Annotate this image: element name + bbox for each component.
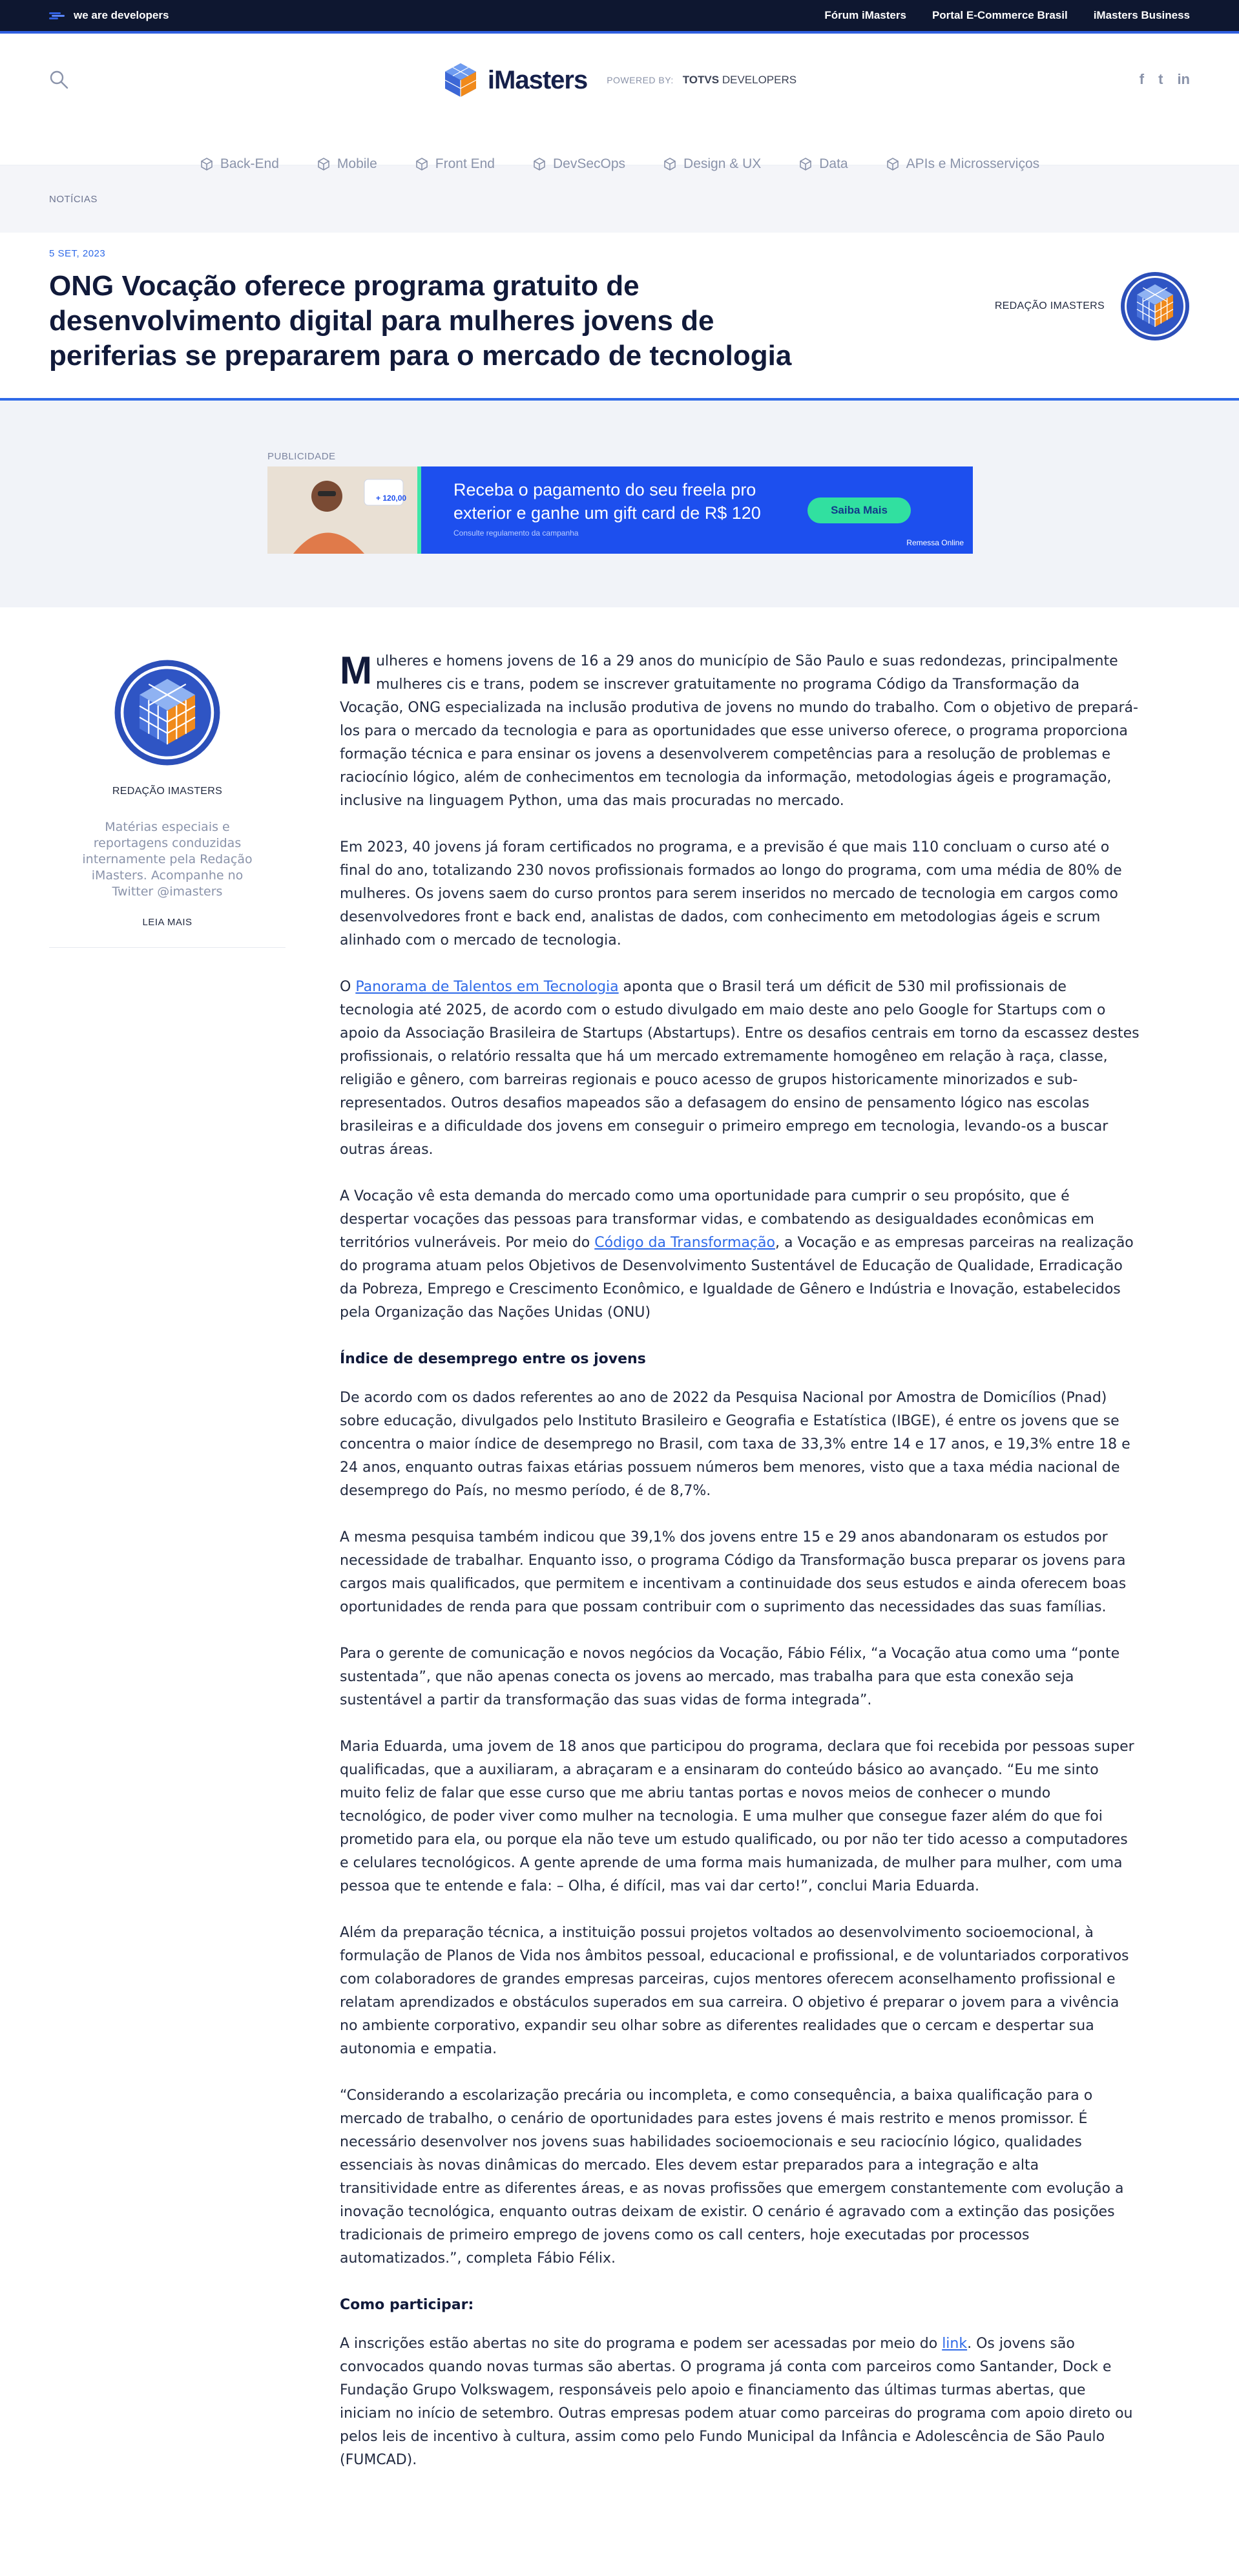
article-header xyxy=(0,233,1239,401)
nav-label: Mobile xyxy=(337,156,377,171)
p11-pre: A inscrições estão abertas no site do programa e podem ser acessadas por meio do xyxy=(340,2336,942,2352)
drop-cap: M xyxy=(340,649,372,692)
sidebar-author-bio: Matérias especiais e reportagens conduzidas internamente pela Redação iMasters. Acompanhe no Twitter @imasters xyxy=(82,820,253,899)
author-avatar xyxy=(1120,271,1190,341)
cube-icon xyxy=(663,157,677,171)
brand-bars-icon xyxy=(49,12,67,19)
top-links xyxy=(824,9,1190,22)
partner-rest: DEVELOPERS xyxy=(719,74,797,86)
nav-item-mobile[interactable] xyxy=(317,156,377,172)
cube-icon xyxy=(886,157,900,171)
brand-link[interactable] xyxy=(49,9,169,22)
powered-by-label: POWERED BY: xyxy=(607,75,674,85)
partner-logo[interactable] xyxy=(683,74,796,87)
page-title: ONG Vocação oferece programa gratuito de desenvolvimento digital para mulheres jovens de periferias se prepararem para o mercado de tecnologia xyxy=(49,270,792,372)
nav-item-apis[interactable] xyxy=(886,156,1040,172)
author-name: REDAÇÃO IMASTERS xyxy=(994,300,1105,311)
nav-label: Design & UX xyxy=(683,156,762,171)
author-badge[interactable] xyxy=(995,271,1190,341)
imasters-cube-icon xyxy=(443,62,479,98)
social-links xyxy=(1140,71,1190,88)
publish-date: 5 SET, 2023 xyxy=(49,248,106,259)
nav-label: DevSecOps xyxy=(552,156,626,171)
ad-cta-button[interactable]: Saiba Mais xyxy=(807,497,911,523)
author-sidebar xyxy=(49,659,286,948)
p4-post: , a Vocação e as empresas parceiras na realização do programa atuam pelos Objetivos de Desenvolvimento Sustentável de Educação de Qualidade, Erradicação da Pobreza, Emprego e Crescimento Econômico, e Igualdade de Gênero e Indústria e Inovação, estabelecidos pela Organização das Nações Unidas (ONU) xyxy=(340,1235,1134,1321)
ad-brand: Remessa Online xyxy=(906,538,964,547)
section-heading-como-participar: Como participar: xyxy=(340,2297,474,2313)
facebook-icon[interactable]: f xyxy=(1139,71,1145,87)
twitter-icon[interactable]: t xyxy=(1158,71,1163,87)
ad-photo xyxy=(267,466,417,554)
business-link[interactable]: iMasters Business xyxy=(1093,9,1190,21)
sidebar-divider xyxy=(49,947,286,948)
ad-line-1: Receba o pagamento do seu freela pro xyxy=(453,480,756,499)
ad-section xyxy=(0,401,1239,607)
paragraph-9: Além da preparação técnica, a instituição possui projetos voltados ao desenvolvimento socioemocional, à formulação de Planos de Vida nos âmbitos pessoal, educacional e profissional, e de voluntariados corporativos com colaboradores de grandes empresas parceiras, cujos mentores oferecem aconselhamento profissional e relatam aprendizados e obstáculos superados em sua carreira. O objetivo é preparar o jovem para a vivência no ambiente corporativo, expandir seu olhar sobre as diferentes realidades que o cercam e despertar sua autonomia e empatia. xyxy=(340,1925,1129,2057)
site-header xyxy=(0,34,1239,171)
nav-item-back-end[interactable] xyxy=(200,156,279,172)
sidebar-author-avatar[interactable] xyxy=(114,659,221,766)
ecommerce-link[interactable]: Portal E-Commerce Brasil xyxy=(932,9,1068,21)
paragraph-1-text: ulheres e homens jovens de 16 a 29 anos do município de São Paulo e suas redondezas, principalmente mulheres cis e trans, podem se inscrever gratuitamente no programa Código da Transformação da Vocação, ONG especializada na inclusão produtiva de jovens no mundo do trabalho. Com o objetivo de prepará-los para o mercado da tecnologia e para as oportunidades que esse universo oferece, o programa proporciona formação técnica e para ensinar os jovens a desenvolverem competências para a resolução de problemas e raciocínio lógico, além de conhecimentos em tecnologia da informação, metodologias ágeis e programação, inclusive na linguagem Python, uma das mais procuradas no mercado. xyxy=(340,653,1138,809)
ad-price-tag: + 120,00 xyxy=(376,494,407,503)
p11-post: . Os jovens são convocados quando novas turmas são abertas. O programa já conta com parceiros como Santander, Dock e Fundação Grupo Volkswagem, responsáveis pelo apoio e financiamento das últimas turmas abertas, que iniciam no início de setembro. Outras empresas podem atuar como parceiras do programa com apoio direto ou pelos leis de incentivo à cultura, assim como pelo Fundo Municipal da Infância e Adolescência de São Paulo (FUMCAD). xyxy=(340,2336,1133,2468)
paragraph-11 xyxy=(340,2332,1141,2472)
ad-banner[interactable] xyxy=(267,466,973,554)
linkedin-icon[interactable]: in xyxy=(1177,71,1190,87)
paragraph-6: A mesma pesquisa também indicou que 39,1% dos jovens entre 15 e 29 anos abandonaram os estudos por necessidade de trabalhar. Enquanto isso, o programa Código da Transformação busca preparar os jovens para cargos mais qualificados, que permitem e incentivam a continuidade dos seus estudos e ainda oferecem boas oportunidades de renda para que possam contribuir com o suprimento das necessidades das suas famílias. xyxy=(340,1529,1127,1615)
paragraph-3 xyxy=(340,976,1141,1162)
top-bar xyxy=(0,0,1239,34)
ad-fineprint: Consulte regulamento da campanha xyxy=(453,529,579,538)
nav-label: APIs e Microsserviços xyxy=(906,156,1040,171)
cube-icon xyxy=(532,157,547,171)
breadcrumb xyxy=(0,165,1239,233)
nav-label: Back-End xyxy=(220,156,279,171)
paragraph-2: Em 2023, 40 jovens já foram certificados no programa, e a previsão é que mais 110 concluam o curso até o final do ano, totalizando 230 novos profissionais formados ao longo do programa, com uma média de 80% de mulheres. Os jovens saem do curso prontos para serem inseridos no mercado de tecnologia em cargos como desenvolvedores front e back end, analistas de dados, com conhecimento em metodologias ágeis e scrum alinhado com o mercado de tecnologia. xyxy=(340,839,1122,948)
breadcrumb-noticias[interactable]: NOTÍCIAS xyxy=(49,193,98,205)
paragraph-4 xyxy=(340,1185,1141,1325)
category-nav xyxy=(0,156,1239,172)
main-content xyxy=(0,607,1239,2529)
brand-text: we are developers xyxy=(74,9,169,21)
panorama-talentos-link[interactable]: Panorama de Talentos em Tecnologia xyxy=(355,979,619,995)
read-more-link[interactable]: LEIA MAIS xyxy=(142,917,193,928)
nav-item-front-end[interactable] xyxy=(415,156,495,172)
nav-item-devsecops[interactable] xyxy=(532,156,625,172)
paragraph-8: Maria Eduarda, uma jovem de 18 anos que participou do programa, declara que foi recebida por pessoas super qualificadas, que a auxiliaram, a abraçaram e a ensinaram do conteúdo básico ao avançado. “Eu me sinto muito feliz de falar que esse curso que me abriu tantas portas e novos meios de conhecer o mundo tecnológico, de poder viver como mulher na tecnologia. E uma mulher que consegue fazer além do que foi prometido para ela, ou porque ela não teve um estudo qualificado, ou por não ter tido acesso a computadores e celulares tecnológicos. A gente aprende de uma forma mais humanizada, de mulher para mulher, com uma pessoa que te entende e fala: – Olha, é difícil, mas vai dar certo!”, conclui Maria Eduarda. xyxy=(340,1739,1134,1894)
inscricao-link[interactable]: link xyxy=(942,2336,968,2352)
cube-icon xyxy=(200,157,214,171)
cube-icon xyxy=(798,157,813,171)
paragraph-10: “Considerando a escolarização precária ou incompleta, e como consequência, a baixa qualificação para o mercado de trabalho, o cenário de oportunidades para estes jovens é mais restrito e menos promissor. É necessário desenvolver nos jovens suas habilidades socioemocionais e seu raciocínio lógico, qualidades essenciais às novas dinâmicas do mercado. Eles devem estar preparados para a integração e alta transitividade entre as diferentes áreas, e as novas profissões que emergem constantemente com evolução a inovação tecnológica, enquanto outras deixam de existir. O cenário é agravado com a extinção das posições tradicionais de primeiro emprego de jovens como os call centers, hoje executadas por processos automatizados.”, completa Fábio Félix. xyxy=(340,2088,1124,2267)
partner-bold: TOTVS xyxy=(682,74,720,86)
p3-pre: O xyxy=(340,979,356,995)
logo-wordmark: iMasters xyxy=(487,65,588,94)
codigo-transformacao-link[interactable]: Código da Transformação xyxy=(594,1235,775,1251)
sidebar-author-name[interactable]: REDAÇÃO IMASTERS xyxy=(112,786,223,797)
ad-person-illustration xyxy=(267,466,417,554)
nav-label: Front End xyxy=(435,156,495,171)
paragraph-1 xyxy=(340,650,1141,813)
cube-icon xyxy=(317,157,331,171)
nav-label: Data xyxy=(819,156,848,171)
p4-pre: A Vocação vê esta demanda do mercado como uma oportunidade para cumprir o seu propósito, que é despertar vocações das pessoas para transformar vidas, e combatendo as desigualdades econômicas em territórios vulneráveis. Por meio do xyxy=(340,1188,1094,1251)
nav-item-design-ux[interactable] xyxy=(663,156,761,172)
article-body xyxy=(340,650,1141,2495)
ad-label: PUBLICIDADE xyxy=(267,451,336,462)
section-heading-desemprego: Índice de desemprego entre os jovens xyxy=(340,1351,646,1367)
logo[interactable] xyxy=(0,62,1239,98)
ad-line-2: exterior e ganhe um gift card de R$ 120 xyxy=(453,503,761,523)
p3-post: aponta que o Brasil terá um déficit de 530 mil profissionais de tecnologia até 2025, de acordo com o estudo divulgado em maio deste ano pelo Google for Startups com o apoio da Associação Brasileira de Startups (Abstartups). Entre os desafios centrais em torno da escassez destes profissionais, o relatório ressalta que há um mercado extremamente homogêneo em relação à raça, classe, religião e gênero, com barreiras regionais e pouco acesso de grupos historicamente minorizados e sub-representados. Outros desafios mapeados são a defasagem do ensino de pensamento lógico nas escolas brasileiras e a dificuldade dos jovens em conseguir o primeiro emprego em tecnologia, levando-os a buscar outras áreas. xyxy=(340,979,1140,1158)
paragraph-7: Para o gerente de comunicação e novos negócios da Vocação, Fábio Félix, “a Vocação atua como uma “ponte sustentada”, que não apenas conecta os jovens ao mercado, mas trabalha para que esta conexão seja sustentável a partir da transformação das suas vidas de forma integrada”. xyxy=(340,1646,1120,1708)
paragraph-5: De acordo com os dados referentes ao ano de 2022 da Pesquisa Nacional por Amostra de Domicílios (Pnad) sobre educação, divulgados pelo Instituto Brasileiro e Geografia e Estatística (IBGE), é entre os jovens que se concentra o maior índice de desemprego no Brasil, com taxa de 33,3% entre 14 e 17 anos, e 19,3% entre 18 e 24 anos, enquanto outras faixas etárias possuem números bem menores, visto que a taxa média nacional de desemprego do País, no mesmo período, é de 8,7%. xyxy=(340,1390,1130,1499)
cube-icon xyxy=(415,157,429,171)
forum-link[interactable]: Fórum iMasters xyxy=(824,9,906,21)
nav-item-data[interactable] xyxy=(798,156,848,172)
